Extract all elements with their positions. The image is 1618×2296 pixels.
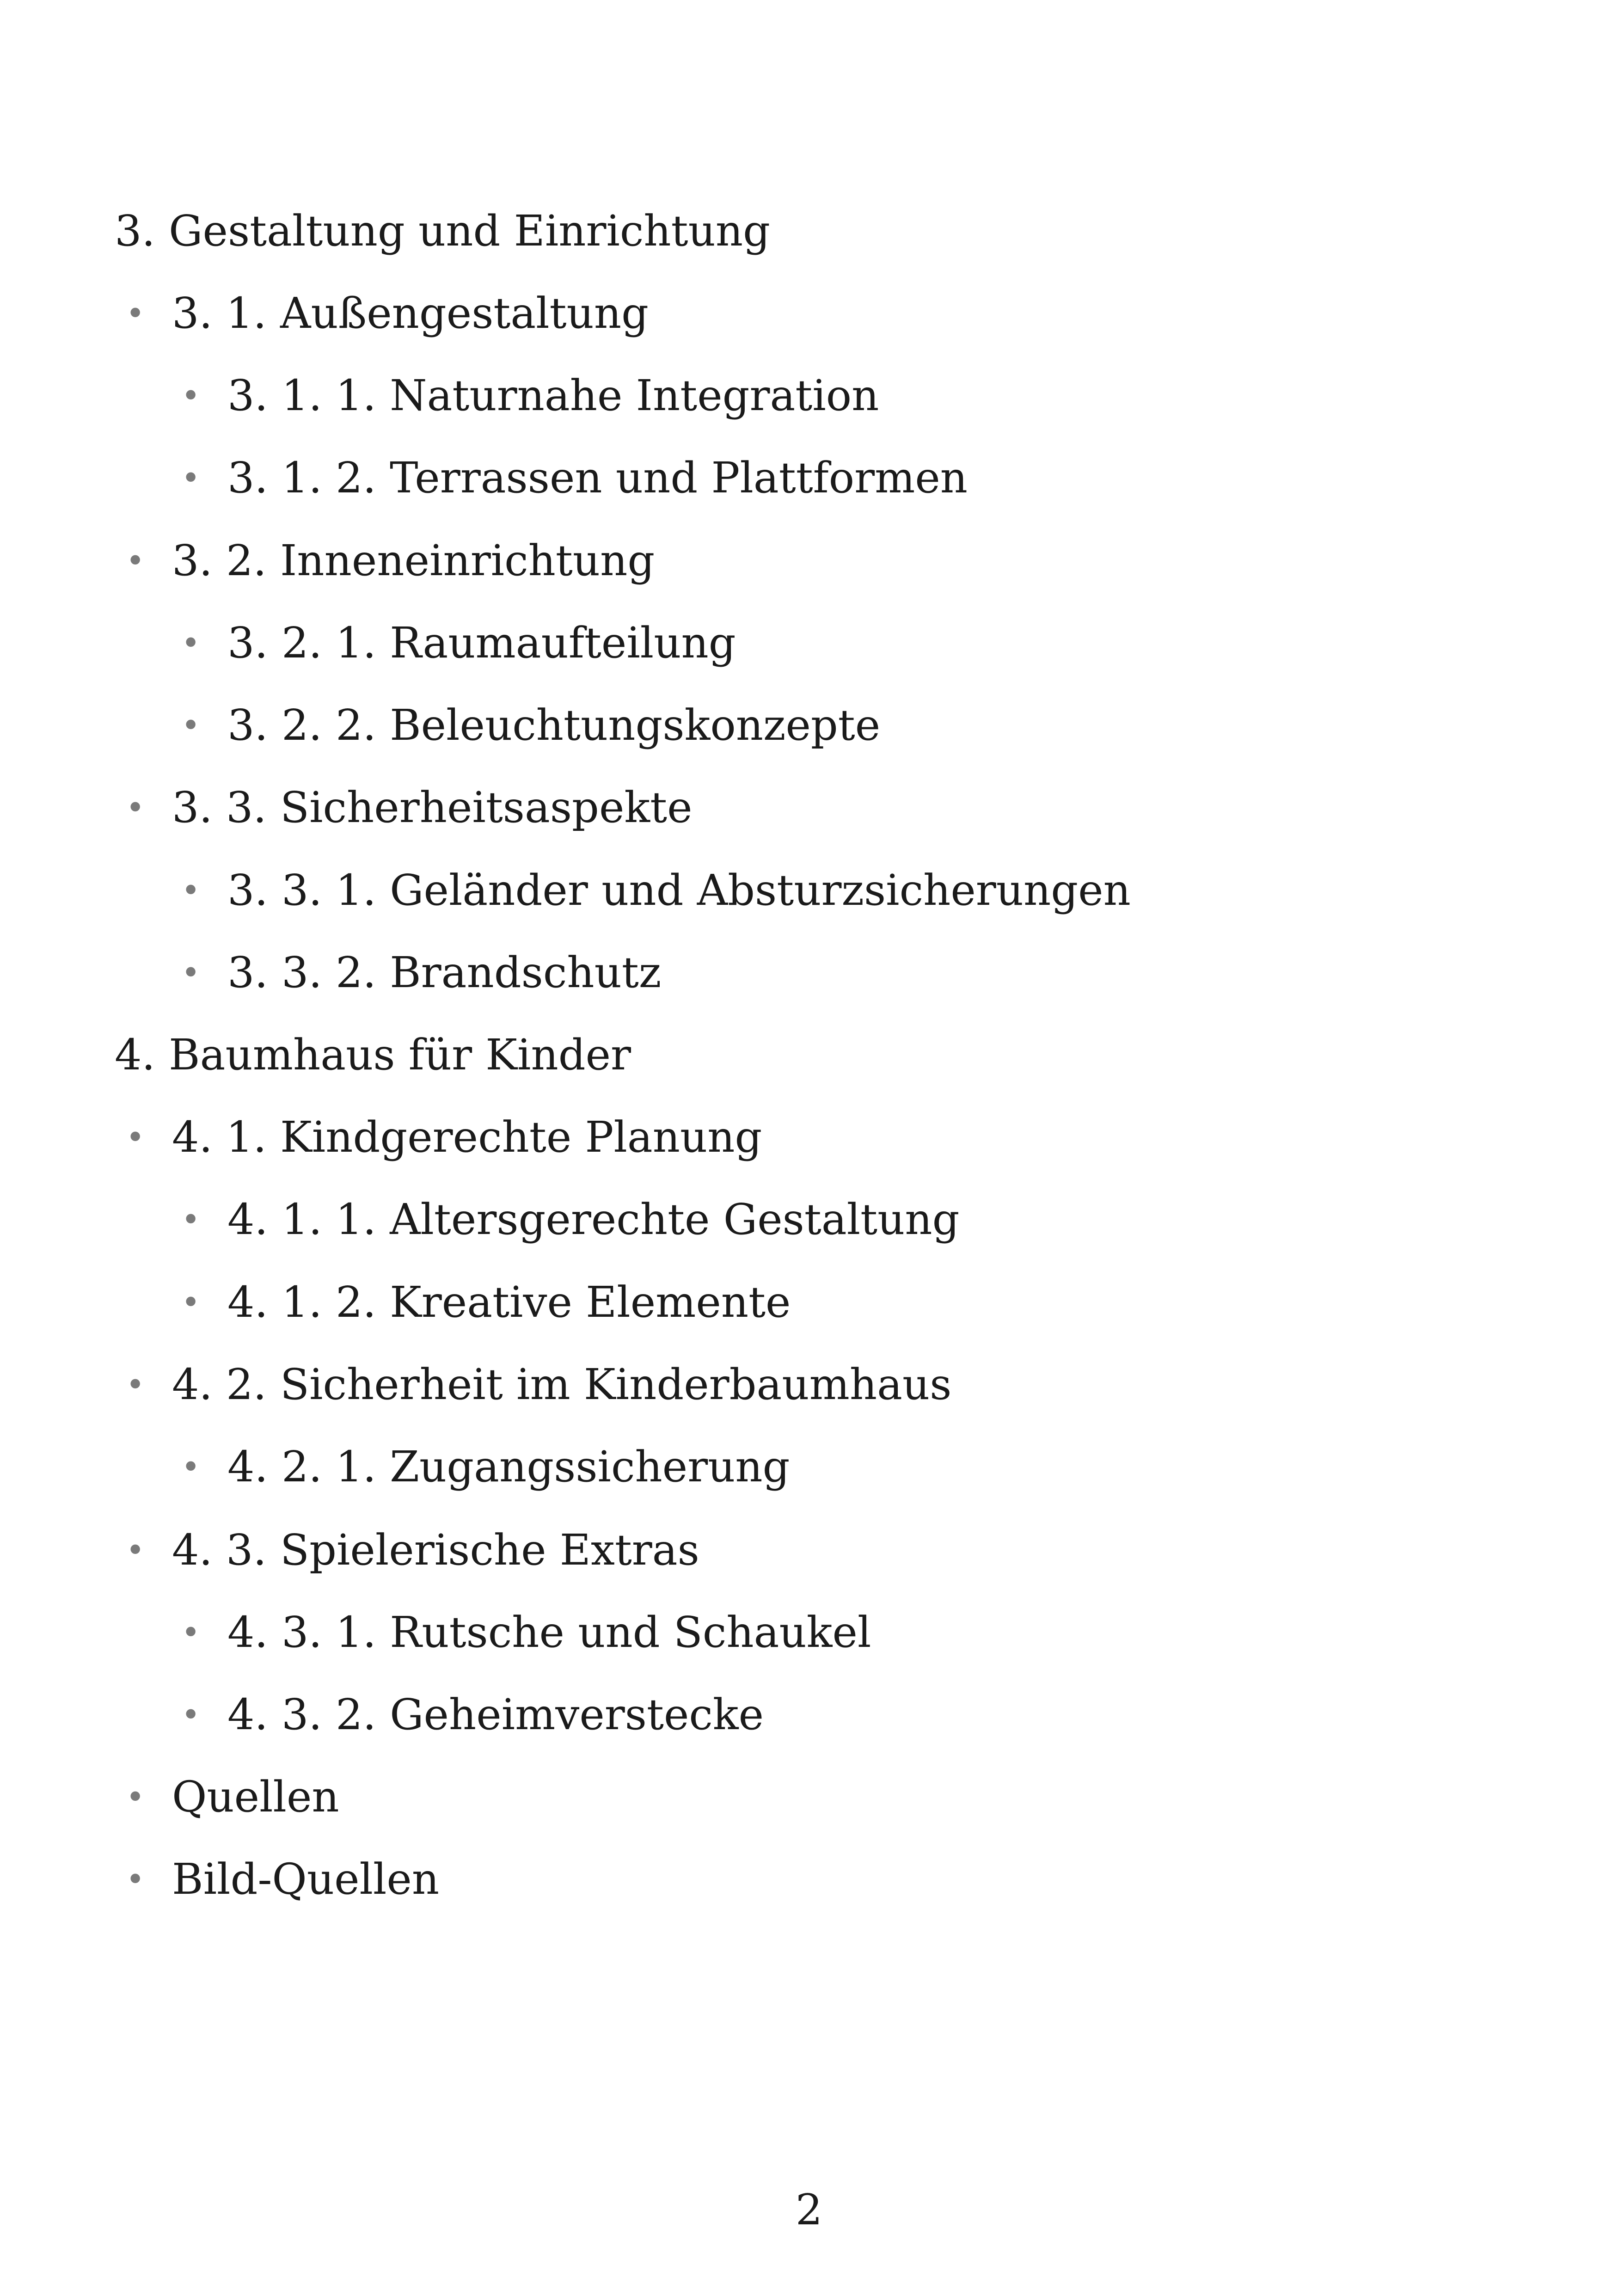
toc-entry-text: 3. 2. 2. Beleuchtungskonzepte — [227, 700, 881, 750]
toc-entry-text: 4. Baumhaus für Kinder — [115, 1030, 631, 1080]
toc-entry-text: 3. Gestaltung und Einrichtung — [115, 206, 771, 256]
toc-entry-text: 3. 1. Außengestaltung — [172, 289, 649, 338]
bullet-icon — [126, 1847, 144, 1912]
bullet-icon — [181, 940, 200, 1005]
toc-entry-text: 3. 1. 2. Terrassen und Plattformen — [227, 453, 968, 503]
bullet-icon — [181, 1435, 200, 1499]
bullet-icon — [126, 1352, 144, 1417]
bullet-icon — [126, 1765, 144, 1829]
bullet-icon — [126, 281, 144, 346]
bullet-icon — [181, 858, 200, 923]
toc-entry-text: 4. 1. Kindgerechte Planung — [172, 1112, 762, 1162]
toc-entry-text: 3. 2. 1. Raumaufteilung — [227, 618, 736, 668]
bullet-icon — [181, 363, 200, 428]
bullet-icon — [181, 1270, 200, 1335]
page-number: 2 — [795, 2185, 823, 2235]
toc-chapter-heading[interactable] — [115, 199, 770, 264]
toc-entry-text: 3. 3. Sicherheitsaspekte — [172, 783, 693, 832]
toc-entry-text: Bild-Quellen — [172, 1854, 440, 1904]
toc-entry-text: 4. 3. Spielerische Extras — [172, 1525, 699, 1575]
toc-entry-text: Quellen — [172, 1772, 339, 1822]
bullet-icon — [181, 693, 200, 758]
bullet-icon — [126, 1105, 144, 1170]
bullet-icon — [126, 775, 144, 840]
bullet-icon — [126, 1518, 144, 1583]
toc-entry-text: 3. 2. Inneneinrichtung — [172, 536, 655, 585]
toc-entry-text: 3. 3. 2. Brandschutz — [227, 948, 662, 997]
toc-entry-text: 3. 3. 1. Geländer und Absturzsicherungen — [227, 866, 1131, 915]
toc-entry-text: 4. 1. 1. Altersgerechte Gestaltung — [227, 1195, 960, 1244]
toc-entry-text: 4. 2. 1. Zugangssicherung — [227, 1442, 790, 1492]
toc-entry-text: 4. 1. 2. Kreative Elemente — [227, 1277, 791, 1327]
toc-entry-text: 3. 1. 1. Naturnahe Integration — [227, 371, 879, 420]
bullet-icon — [126, 528, 144, 593]
toc-chapter-heading[interactable] — [115, 1023, 631, 1087]
bullet-icon — [181, 1187, 200, 1252]
bullet-icon — [181, 1600, 200, 1665]
bullet-icon — [181, 1682, 200, 1747]
toc-entry-text: 4. 3. 1. Rutsche und Schaukel — [227, 1608, 871, 1657]
bullet-icon — [181, 611, 200, 675]
bullet-icon — [181, 446, 200, 510]
toc-entry-text: 4. 3. 2. Geheimverstecke — [227, 1690, 764, 1739]
toc-entry-text: 4. 2. Sicherheit im Kinderbaumhaus — [172, 1360, 952, 1409]
